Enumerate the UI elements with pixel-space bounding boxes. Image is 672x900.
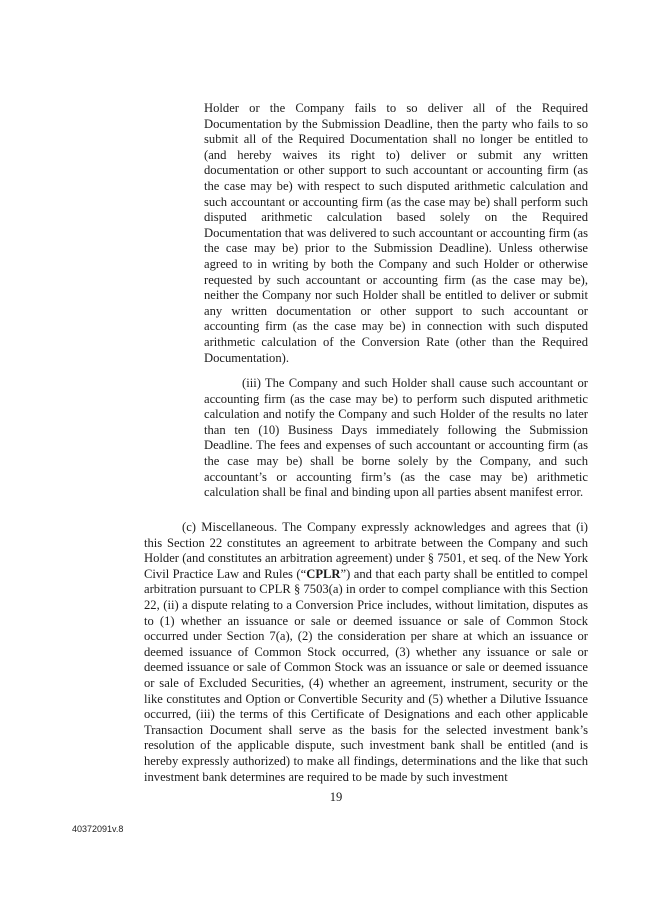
- paragraph-c-text-1: (c) Miscellaneous. The Company expressly acknowledges and agrees that (i) this Section 22 constitutes an agreement to arbitrate between the Company and such Holder (and constitutes an arbitration agreement) under § 7501, et seq. of the New York Civil Practice Law and Rules (“: [144, 520, 588, 581]
- paragraph-iii: (iii) The Company and such Holder shall cause such accountant or accounting firm (as the case may be) to perform such disputed arithmetic calculation and notify the Company and such Holder of the results no later than ten (10) Business Days immediately following the Submission Deadline. The fees and expenses of such accountant or accounting firm (as the case may be) shall be borne solely by the Company, and such accountant’s or accounting firm’s (as the case may be) arithmetic calculation shall be final and binding upon all parties absent manifest error.: [204, 376, 588, 500]
- page-number: 19: [329, 790, 343, 804]
- cplr-defined-term: CPLR: [306, 566, 341, 581]
- paragraph-continuation: Holder or the Company fails to so deliver all of the Required Documentation by the Submission Deadline, then the party who fails to so submit all of the Required Documentation shall no longer be entitled to (and hereby waives its right to) deliver or submit any written documentation or other support to such accountant or accounting firm (as the case may be) with respect to such disputed arithmetic calculation and such accountant or accounting firm (as the case may be) shall perform such disputed arithmetic calculation based solely on the Required Documentation that was delivered to such accountant or accounting firm (as the case may be) prior to the Submission Deadline). Unless otherwise agreed to in writing by both the Company and such Holder or otherwise requested by such accountant or accounting firm (as the case may be), neither the Company nor such Holder shall be entitled to deliver or submit any written documentation or other support to such accountant or accounting firm (as the case may be) in connection with such disputed arithmetic calculation of the Conversion Rate (other than the Required Documentation).: [204, 101, 588, 365]
- paragraph-c-text-2: ”) and that each party shall be entitled to compel arbitration pursuant to CPLR § 7503(a) in order to compel compliance with this Section 22, (ii) a dispute relating to a Conversion Price includes, without limitation, disputes as to (1) whether an issuance or sale or deemed issuance or sale of Common Stock occurred under Section 7(a), (2) the consideration per share at which an issuance or deemed issuance of Common Stock occurred, (3) whether any issuance or sale or deemed issuance or sale of Common Stock was an issuance or sale or deemed issuance or sale of Excluded Securities, (4) whether an agreement, instrument, security or the like constitutes and Option or Convertible Security and (5) whether a Dilutive Issuance occurred, (iii) the terms of this Certificate of Designations and each other applicable Transaction Document shall serve as the basis for the selected investment bank’s resolution of the applicable dispute, such investment bank shall be entitled (and is hereby expressly authorized) to make all findings, determinations and the like that such investment bank determines are required to be made by such investment: [144, 566, 588, 784]
- document-id: 40372091v.8: [72, 824, 124, 834]
- paragraph-c-miscellaneous: [144, 520, 588, 785]
